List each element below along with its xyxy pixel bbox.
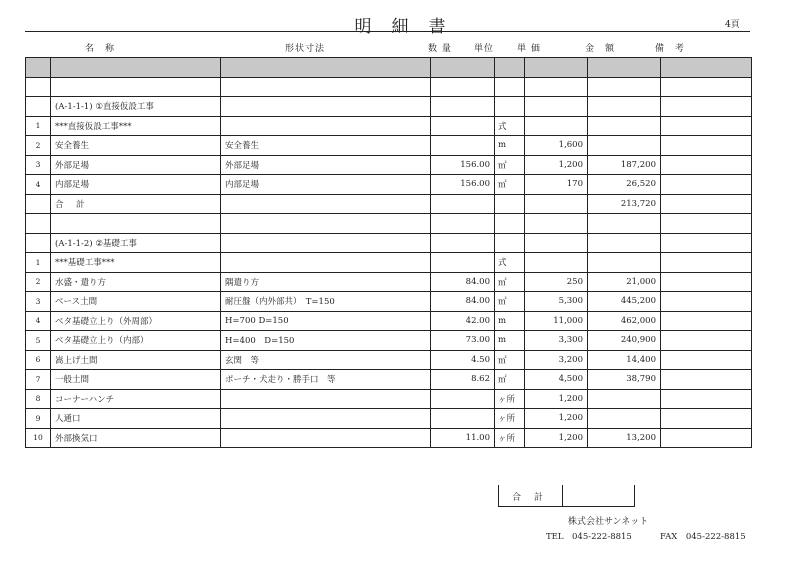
- item-spec: [221, 253, 431, 273]
- item-unit: m: [495, 136, 525, 156]
- row-number: [26, 58, 51, 78]
- item-amount: [588, 136, 661, 156]
- item-price: [525, 97, 588, 117]
- header-amount: 金 額: [585, 44, 616, 54]
- item-name: ***基礎工事***: [51, 253, 221, 273]
- item-qty: [431, 136, 495, 156]
- item-name: 内部足場: [51, 175, 221, 195]
- item-unit: 式: [495, 253, 525, 273]
- table-row: [26, 389, 752, 409]
- item-unit: ㎡: [495, 370, 525, 390]
- company-tel: TEL 045-222-8815: [546, 532, 632, 542]
- item-note: [661, 214, 752, 234]
- grand-total-label: 合 計: [512, 493, 546, 503]
- item-price: 250: [525, 272, 588, 292]
- item-name: 外部足場: [51, 155, 221, 175]
- item-name: ベタ基礎立上り（内部）: [51, 331, 221, 351]
- company-fax: FAX 045-222-8815: [660, 532, 746, 542]
- header-unit: 単位: [474, 44, 495, 54]
- item-note: [661, 311, 752, 331]
- item-unit: ヶ所: [495, 389, 525, 409]
- table-row: [26, 175, 752, 195]
- item-amount: [588, 58, 661, 78]
- item-spec: [221, 116, 431, 136]
- row-number: 10: [26, 428, 51, 448]
- table-row: [26, 409, 752, 429]
- table-row: [26, 116, 752, 136]
- item-spec: H=700 D=150: [221, 311, 431, 331]
- item-unit: ㎡: [495, 272, 525, 292]
- item-unit: [495, 58, 525, 78]
- table-row: [26, 350, 752, 370]
- item-qty: [431, 253, 495, 273]
- item-amount: [588, 389, 661, 409]
- row-number: 3: [26, 292, 51, 312]
- row-number: 2: [26, 136, 51, 156]
- item-qty: 11.00: [431, 428, 495, 448]
- row-number: 4: [26, 175, 51, 195]
- item-note: [661, 175, 752, 195]
- item-note: [661, 428, 752, 448]
- header-note: 備 考: [655, 44, 686, 54]
- item-spec: 隅遣り方: [221, 272, 431, 292]
- row-number: [26, 194, 51, 214]
- item-unit: [495, 97, 525, 117]
- item-price: 1,200: [525, 428, 588, 448]
- item-qty: 42.00: [431, 311, 495, 331]
- item-note: [661, 292, 752, 312]
- header-name: 名 称: [85, 44, 116, 54]
- item-price: [525, 233, 588, 253]
- table-row: [26, 233, 752, 253]
- company-name: 株式会社サンネット: [568, 517, 649, 527]
- item-qty: 84.00: [431, 292, 495, 312]
- item-unit: [495, 77, 525, 97]
- item-qty: [431, 233, 495, 253]
- row-number: 6: [26, 350, 51, 370]
- item-amount: 462,000: [588, 311, 661, 331]
- item-spec: [221, 233, 431, 253]
- table-row: [26, 155, 752, 175]
- item-spec: 耐圧盤（内外部共） T=150: [221, 292, 431, 312]
- item-unit: ㎡: [495, 350, 525, 370]
- item-spec: ポーチ・犬走り・勝手口 等: [221, 370, 431, 390]
- item-note: [661, 370, 752, 390]
- row-number: 3: [26, 155, 51, 175]
- item-name: [51, 58, 221, 78]
- item-price: 3,300: [525, 331, 588, 351]
- item-amount: [588, 97, 661, 117]
- table-row: [26, 253, 752, 273]
- row-number: 7: [26, 370, 51, 390]
- item-name: 一般土間: [51, 370, 221, 390]
- item-note: [661, 233, 752, 253]
- item-amount: 26,520: [588, 175, 661, 195]
- item-price: 1,600: [525, 136, 588, 156]
- table-row: [26, 428, 752, 448]
- item-amount: [588, 233, 661, 253]
- header-spec: 形状寸法: [285, 44, 326, 54]
- item-unit: m: [495, 331, 525, 351]
- row-number: 9: [26, 409, 51, 429]
- item-name: ベタ基礎立上り（外周部）: [51, 311, 221, 331]
- table-row: [26, 58, 752, 78]
- item-spec: [221, 409, 431, 429]
- table-row: [26, 136, 752, 156]
- item-name: 嵩上げ土間: [51, 350, 221, 370]
- item-amount: 213,720: [588, 194, 661, 214]
- item-price: [525, 214, 588, 234]
- item-note: [661, 253, 752, 273]
- item-spec: [221, 77, 431, 97]
- page-number: 4頁: [725, 20, 740, 30]
- item-unit: ヶ所: [495, 409, 525, 429]
- item-price: [525, 194, 588, 214]
- item-name: 外部換気口: [51, 428, 221, 448]
- item-spec: 玄関 等: [221, 350, 431, 370]
- item-unit: [495, 214, 525, 234]
- item-note: [661, 350, 752, 370]
- table-row: [26, 370, 752, 390]
- item-spec: [221, 194, 431, 214]
- item-spec: [221, 389, 431, 409]
- item-spec: [221, 428, 431, 448]
- row-number: [26, 214, 51, 234]
- item-amount: 445,200: [588, 292, 661, 312]
- item-amount: 38,790: [588, 370, 661, 390]
- item-name: 人通口: [51, 409, 221, 429]
- item-qty: 84.00: [431, 272, 495, 292]
- item-qty: 156.00: [431, 155, 495, 175]
- item-note: [661, 97, 752, 117]
- item-note: [661, 409, 752, 429]
- item-qty: [431, 77, 495, 97]
- item-amount: 21,000: [588, 272, 661, 292]
- item-price: 4,500: [525, 370, 588, 390]
- header-price: 単 価: [517, 44, 541, 54]
- item-name: (A-1-1-1) ①直接仮設工事: [51, 97, 221, 117]
- row-number: [26, 97, 51, 117]
- item-name: 安全養生: [51, 136, 221, 156]
- row-number: [26, 233, 51, 253]
- item-spec: H=400 D=150: [221, 331, 431, 351]
- item-spec: [221, 214, 431, 234]
- item-amount: 13,200: [588, 428, 661, 448]
- item-price: 1,200: [525, 409, 588, 429]
- item-price: 11,000: [525, 311, 588, 331]
- item-note: [661, 331, 752, 351]
- item-qty: [431, 214, 495, 234]
- row-number: 2: [26, 272, 51, 292]
- item-note: [661, 194, 752, 214]
- row-number: [26, 77, 51, 97]
- item-unit: ㎡: [495, 155, 525, 175]
- row-number: 4: [26, 311, 51, 331]
- row-number: 1: [26, 253, 51, 273]
- detail-table: [25, 57, 752, 448]
- table-row: [26, 311, 752, 331]
- item-name: ***直接仮設工事***: [51, 116, 221, 136]
- table-row: [26, 97, 752, 117]
- grand-total-amount-cell: [562, 485, 635, 507]
- item-price: [525, 58, 588, 78]
- item-unit: 式: [495, 116, 525, 136]
- item-price: [525, 77, 588, 97]
- item-note: [661, 116, 752, 136]
- item-unit: ㎡: [495, 292, 525, 312]
- item-price: 1,200: [525, 155, 588, 175]
- table-row: [26, 194, 752, 214]
- item-price: 170: [525, 175, 588, 195]
- table-row: [26, 77, 752, 97]
- row-number: 5: [26, 331, 51, 351]
- header-qty: 数 量: [428, 44, 452, 54]
- item-name: 合 計: [51, 194, 221, 214]
- table-row: [26, 331, 752, 351]
- item-name: (A-1-1-2) ②基礎工事: [51, 233, 221, 253]
- item-name: コーナーハンチ: [51, 389, 221, 409]
- item-qty: [431, 409, 495, 429]
- item-amount: [588, 214, 661, 234]
- item-unit: [495, 194, 525, 214]
- item-price: [525, 253, 588, 273]
- item-price: 1,200: [525, 389, 588, 409]
- item-spec: 内部足場: [221, 175, 431, 195]
- item-amount: [588, 116, 661, 136]
- item-spec: [221, 58, 431, 78]
- item-price: [525, 116, 588, 136]
- item-amount: 240,900: [588, 331, 661, 351]
- table-row: [26, 292, 752, 312]
- row-number: 1: [26, 116, 51, 136]
- item-unit: ヶ所: [495, 428, 525, 448]
- item-name: 水盛・遣り方: [51, 272, 221, 292]
- item-note: [661, 77, 752, 97]
- item-qty: [431, 116, 495, 136]
- item-qty: 8.62: [431, 370, 495, 390]
- item-amount: 14,400: [588, 350, 661, 370]
- table-row: [26, 272, 752, 292]
- item-price: 3,200: [525, 350, 588, 370]
- item-amount: 187,200: [588, 155, 661, 175]
- item-qty: [431, 389, 495, 409]
- item-qty: [431, 97, 495, 117]
- item-qty: 156.00: [431, 175, 495, 195]
- item-unit: m: [495, 311, 525, 331]
- row-number: 8: [26, 389, 51, 409]
- item-note: [661, 58, 752, 78]
- item-spec: 安全養生: [221, 136, 431, 156]
- item-note: [661, 155, 752, 175]
- item-price: 5,300: [525, 292, 588, 312]
- table-row: [26, 214, 752, 234]
- item-name: [51, 214, 221, 234]
- document-title: 明細書: [354, 17, 466, 37]
- item-qty: 73.00: [431, 331, 495, 351]
- item-note: [661, 389, 752, 409]
- item-qty: 4.50: [431, 350, 495, 370]
- item-qty: [431, 58, 495, 78]
- item-spec: 外部足場: [221, 155, 431, 175]
- item-amount: [588, 77, 661, 97]
- item-unit: ㎡: [495, 175, 525, 195]
- title-rule: [25, 31, 750, 32]
- item-name: [51, 77, 221, 97]
- item-note: [661, 136, 752, 156]
- item-qty: [431, 194, 495, 214]
- item-note: [661, 272, 752, 292]
- item-name: ベース土間: [51, 292, 221, 312]
- item-spec: [221, 97, 431, 117]
- item-amount: [588, 409, 661, 429]
- item-amount: [588, 253, 661, 273]
- item-unit: [495, 233, 525, 253]
